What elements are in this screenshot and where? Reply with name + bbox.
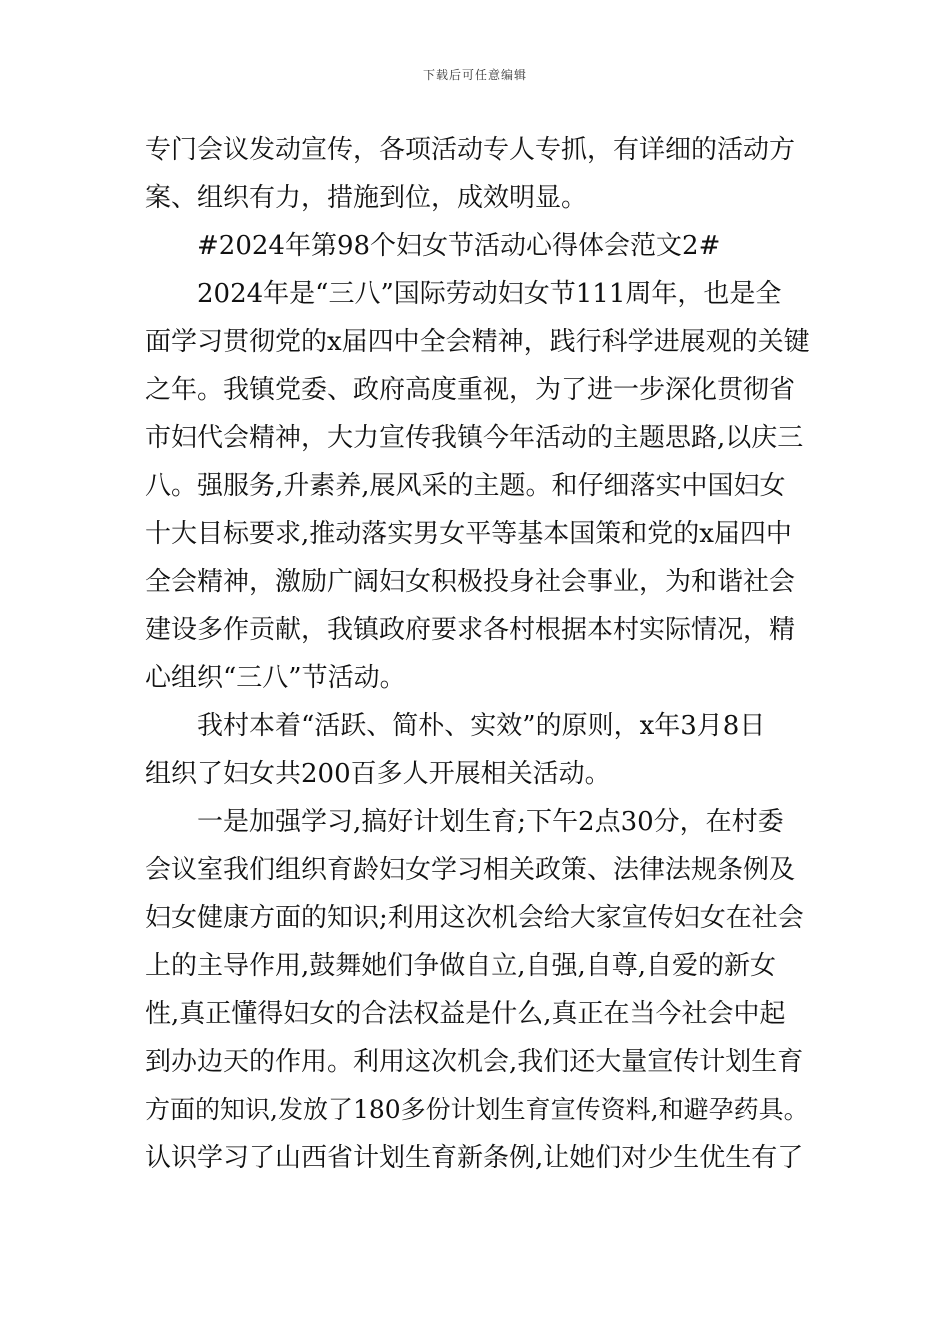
text-line: 专门会议发动宣传，各项活动专人专抓，有详细的活动方 (145, 135, 796, 165)
text-line: 会议室我们组织育龄妇女学习相关政策、法律法规条例及 (145, 855, 796, 885)
text-line: 之年。我镇党委、政府高度重视，为了进一步深化贯彻省 (145, 375, 796, 405)
text-line: #2024年第98个妇女节活动心得体会范文2# (197, 231, 721, 261)
text-line: 组织了妇女共200百多人开展相关活动。 (145, 759, 611, 789)
text-line: 八。强服务,升素养,展风采的主题。和仔细落实中国妇女 (145, 471, 786, 501)
text-line: 2024年是“三八”国际劳动妇女节111周年，也是全 (197, 279, 782, 309)
text-line: 一是加强学习,搞好计划生育;下午2点30分，在村委 (197, 807, 784, 837)
text-line: 全会精神，激励广阔妇女积极投身社会事业，为和谐社会 (145, 567, 796, 597)
text-line: 方面的知识,发放了180多份计划生育宣传资料,和避孕药具。 (145, 1095, 809, 1124)
text-line: 建设多作贡献，我镇政府要求各村根据本村实际情况，精 (145, 615, 796, 645)
text-line: 案、组织有力，措施到位，成效明显。 (145, 183, 588, 213)
body-text (145, 126, 810, 1182)
text-line: 面学习贯彻党的x届四中全会精神，践行科学进展观的关键 (145, 327, 810, 357)
text-line: 认识学习了山西省计划生育新条例,让她们对少生优生有了 (145, 1143, 804, 1173)
text-line: 心组织“三八”节活动。 (145, 663, 406, 693)
text-line: 性,真正懂得妇女的合法权益是什么,真正在当今社会中起 (145, 999, 786, 1029)
text-line: 上的主导作用,鼓舞她们争做自立,自强,自尊,自爱的新女 (145, 951, 777, 981)
text-line: 我村本着“活跃、简朴、实效”的原则，x年3月8日 (197, 711, 766, 741)
header-note: 下载后可任意编辑 (422, 68, 527, 82)
text-line: 到办边天的作用。利用这次机会,我们还大量宣传计划生育 (145, 1047, 804, 1077)
text-line: 十大目标要求,推动落实男女平等基本国策和党的x届四中 (145, 519, 792, 549)
text-line: 市妇代会精神，大力宣传我镇今年活动的主题思路,以庆三 (145, 423, 804, 453)
text-line: 妇女健康方面的知识;利用这次机会给大家宣传妇女在社会 (145, 903, 804, 933)
